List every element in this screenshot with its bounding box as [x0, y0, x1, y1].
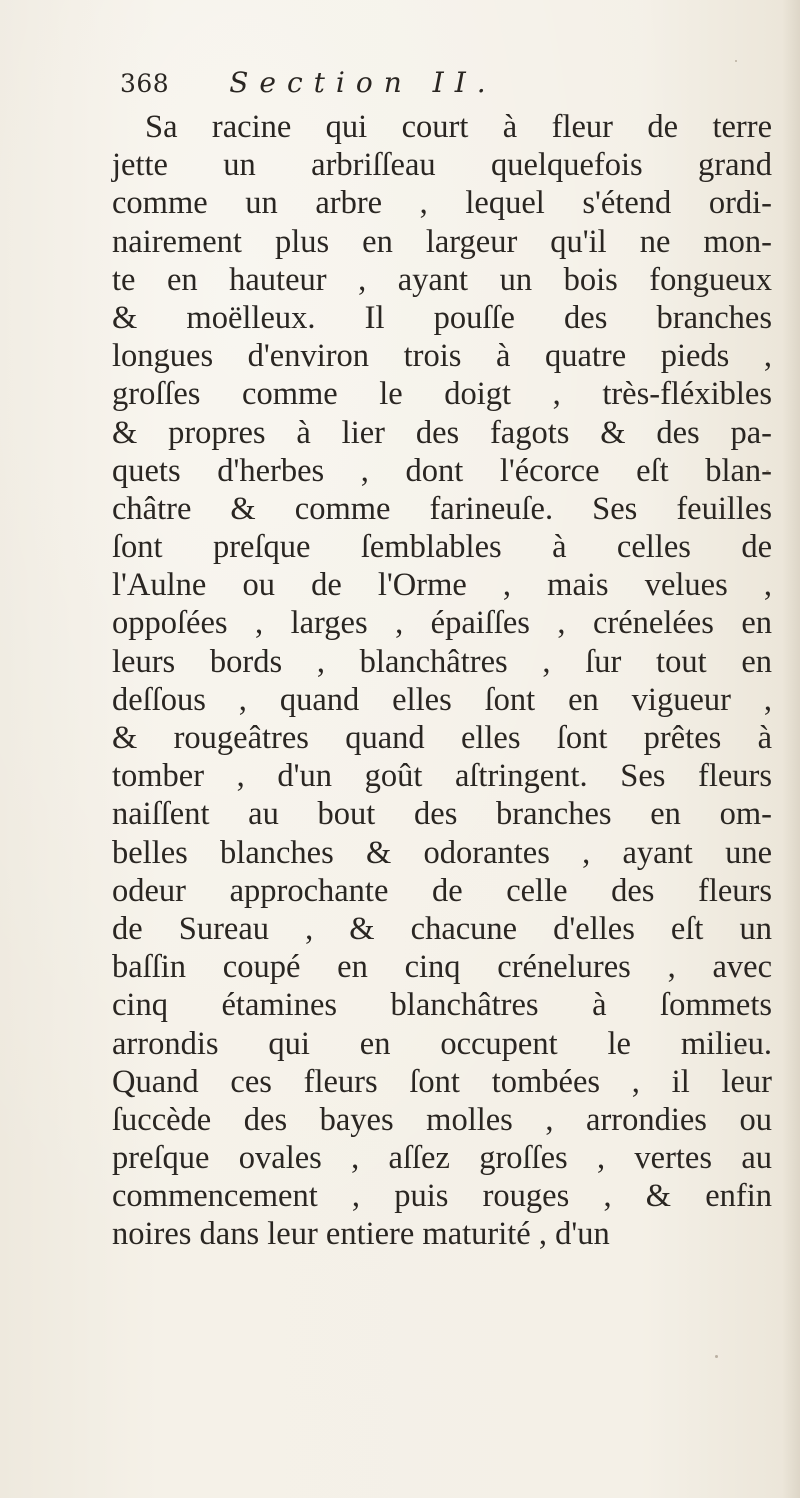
text-line: quets d'herbes , dont l'écorce eſt blan-	[112, 452, 772, 489]
text-line: preſque ovales , aſſez groſſes , vertes au	[112, 1140, 772, 1177]
text-line: Quand ces fleurs ſont tombées , il leur	[112, 1063, 772, 1100]
text-line: belles blanches & odorantes , ayant une	[112, 834, 772, 871]
text-line: oppoſées , larges , épaiſſes , crénelées en	[112, 605, 772, 642]
text-line: nairement plus en largeur qu'il ne mon-	[112, 223, 772, 260]
paper-speck	[766, 470, 769, 473]
text-line: groſſes comme le doigt , très-fléxibles	[112, 376, 772, 413]
paper-speck	[735, 60, 737, 62]
text-line: Sa racine qui court à fleur de terre	[145, 109, 772, 145]
text-line: cinq étamines blanchâtres à ſommets	[112, 987, 772, 1024]
text-line: l'Aulne ou de l'Orme , mais velues ,	[112, 567, 772, 604]
text-line: baſſin coupé en cinq crénelures , avec	[112, 949, 772, 986]
text-line: jette un arbriſſeau quelquefois grand	[112, 147, 772, 184]
text-line: & moëlleux. Il pouſſe des branches	[112, 299, 772, 336]
text-line: leurs bords , blanchâtres , ſur tout en	[112, 643, 772, 680]
running-head: Section II.	[229, 66, 497, 99]
text-line: deſſous , quand elles ſont en vigueur ,	[112, 681, 772, 718]
text-line: noires dans leur entiere maturité , d'un	[112, 1216, 610, 1253]
text-line: tomber , d'un goût aſtringent. Ses fleurs	[112, 758, 772, 795]
paper-speck	[715, 1355, 718, 1358]
page-header	[120, 66, 760, 106]
text-line: châtre & comme farineuſe. Ses feuilles	[112, 490, 772, 527]
text-line: longues d'environ trois à quatre pieds ,	[112, 338, 772, 375]
text-line: & rougeâtres quand elles ſont prêtes à	[112, 720, 772, 756]
text-line: commencement , puis rouges , & enfin	[112, 1178, 772, 1215]
text-line: de Sureau , & chacune d'elles eſt un	[112, 910, 772, 947]
text-line: ſuccède des bayes molles , arrondies ou	[112, 1101, 772, 1138]
paper-speck	[262, 80, 265, 83]
text-line: comme un arbre , lequel s'étend ordi-	[112, 185, 772, 222]
text-line: arrondis qui en occupent le milieu.	[112, 1025, 772, 1062]
text-line: & propres à lier des fagots & des pa-	[112, 414, 772, 451]
page-number: 368	[120, 69, 170, 98]
body-text	[112, 108, 772, 1254]
text-line: odeur approchante de celle des fleurs	[112, 872, 772, 909]
text-line: ſont preſque ſemblables à celles de	[112, 529, 772, 566]
paper-speck	[742, 1048, 744, 1052]
text-line: naiſſent au bout des branches en om-	[112, 796, 772, 833]
text-line: te en hauteur , ayant un bois fongueux	[112, 261, 772, 298]
